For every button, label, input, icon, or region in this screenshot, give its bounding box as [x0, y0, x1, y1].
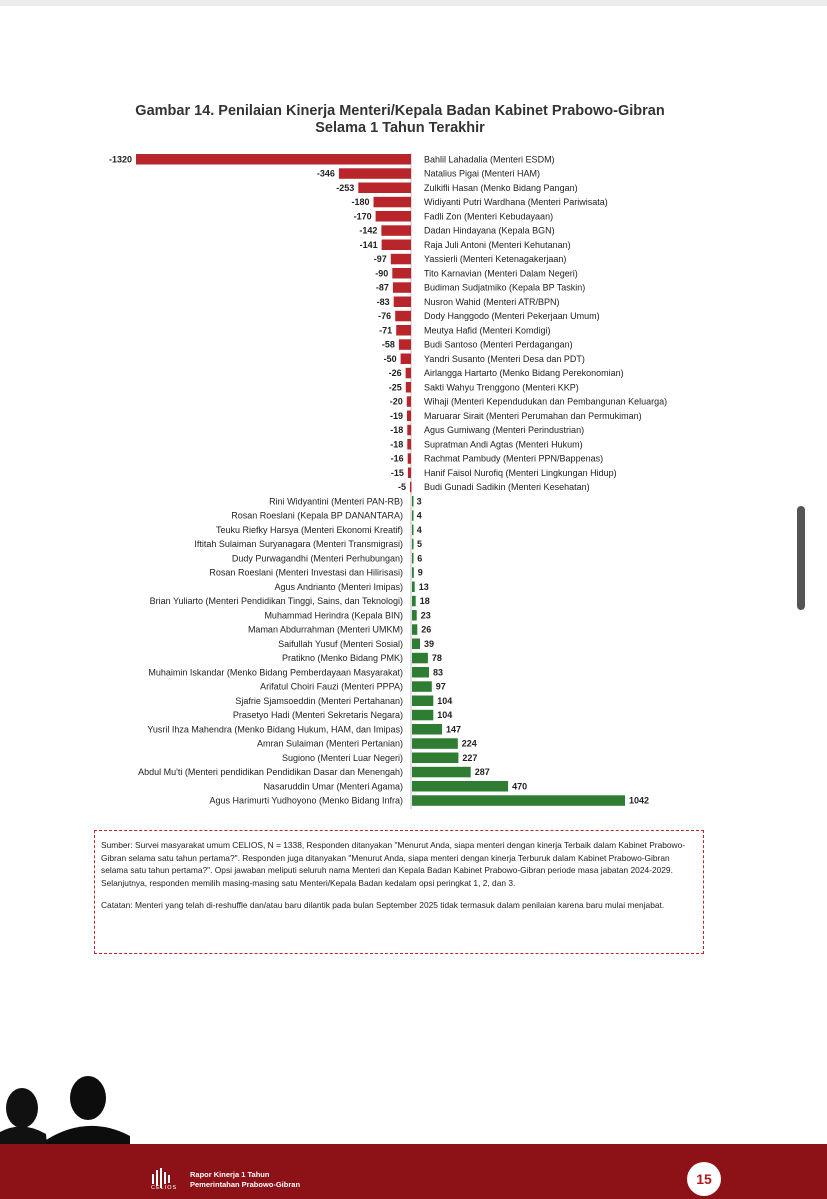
value-label-agus-andrianto-menteri-imipas: 13: [418, 581, 429, 592]
bar-prasetyo-hadi-menteri-sekretaris-negara: [412, 710, 433, 721]
value-label-nasaruddin-umar-menteri-agama: 470: [512, 781, 528, 792]
bar-agus-harimurti-yudhoyono-menko-bidang-infra: [412, 795, 625, 806]
value-label-dudy-purwagandhi-menteri-perhubungan: 6: [417, 553, 423, 564]
bar-nusron-wahid-menteri-atr-bpn: [394, 297, 411, 308]
value-label-rachmat-pambudy-menteri-ppn-bappenas: -16: [390, 453, 404, 464]
category-label-yusril-ihza-mahendra-menko-bidang-hukum-ham-dan-imipas: Yusril Ihza Mahendra (Menko Bidang Hukum, HAM, dan Imipas): [147, 724, 403, 735]
value-label-fadli-zon-menteri-kebudayaan: -170: [353, 211, 372, 222]
category-label-maruarar-sirait-menteri-perumahan-dan-permukiman: Maruarar Sirait (Menteri Perumahan dan Permukiman): [424, 410, 642, 421]
bar-amran-sulaiman-menteri-pertanian: [412, 738, 458, 749]
category-label-muhammad-herindra-kepala-bin: Muhammad Herindra (Kepala BIN): [264, 610, 403, 621]
figure-title: Gambar 14. Penilaian Kinerja Menteri/Kepala Badan Kabinet Prabowo-Gibran: [135, 103, 665, 119]
figure-subtitle: Selama 1 Tahun Terakhir: [315, 120, 485, 136]
bar-rini-widyantini-menteri-pan-rb: [412, 496, 414, 507]
category-label-iftitah-sulaiman-suryanagara-menteri-transmigrasi: Iftitah Sulaiman Suryanagara (Menteri Transmigrasi): [194, 539, 403, 549]
bar-rosan-roeslani-kepala-bp-danantara: [412, 510, 414, 521]
bar-hanif-faisol-nurofiq-menteri-lingkungan-hidup: [408, 468, 411, 479]
value-label-amran-sulaiman-menteri-pertanian: 224: [461, 738, 477, 749]
category-label-budiman-sudjatmiko-kepala-bp-taskin: Budiman Sudjatmiko (Kepala BP Taskin): [424, 282, 586, 293]
category-label-budi-santoso-menteri-perdagangan: Budi Santoso (Menteri Perdagangan): [424, 339, 573, 350]
value-label-zulkifli-hasan-menko-bidang-pangan: -253: [336, 182, 355, 193]
value-label-raja-juli-antoni-menteri-kehutanan: -141: [359, 239, 378, 250]
value-label-prasetyo-hadi-menteri-sekretaris-negara: 104: [437, 710, 453, 720]
bar-agus-andrianto-menteri-imipas: [412, 582, 415, 593]
value-label-yassierli-menteri-ketenagakerjaan: -97: [373, 254, 387, 264]
value-label-rini-widyantini-menteri-pan-rb: 3: [416, 496, 422, 507]
category-label-raja-juli-antoni-menteri-kehutanan: Raja Juli Antoni (Menteri Kehutanan): [424, 239, 571, 250]
category-label-yassierli-menteri-ketenagakerjaan: Yassierli (Menteri Ketenagakerjaan): [424, 254, 567, 264]
category-label-maman-abdurrahman-menteri-umkm: Maman Abdurrahman (Menteri UMKM): [247, 624, 403, 635]
bar-yandri-susanto-menteri-desa-dan-pdt: [401, 354, 411, 365]
category-label-prasetyo-hadi-menteri-sekretaris-negara: Prasetyo Hadi (Menteri Sekretaris Negara): [232, 710, 403, 720]
bar-yusril-ihza-mahendra-menko-bidang-hukum-ham-dan-imipas: [412, 724, 442, 735]
category-label-sakti-wahyu-trenggono-menteri-kkp: Sakti Wahyu Trenggono (Menteri KKP): [424, 382, 579, 393]
bar-budi-gunadi-sadikin-menteri-kesehatan: [410, 482, 412, 493]
bar-bahlil-lahadalia-menteri-esdm: [136, 154, 411, 165]
value-label-agus-gumiwang-menteri-perindustrian: -18: [390, 425, 404, 435]
value-label-arifatul-choiri-fauzi-menteri-pppa: 97: [435, 681, 446, 692]
bar-maruarar-sirait-menteri-perumahan-dan-permukiman: [407, 411, 411, 422]
value-label-nusron-wahid-menteri-atr-bpn: -83: [376, 296, 390, 307]
category-label-rosan-roeslani-kepala-bp-danantara: Rosan Roeslani (Kepala BP DANANTARA): [231, 510, 403, 521]
value-label-hanif-faisol-nurofiq-menteri-lingkungan-hidup: -15: [390, 467, 404, 478]
category-label-rini-widyantini-menteri-pan-rb: Rini Widyantini (Menteri PAN-RB): [269, 496, 403, 507]
value-label-teuku-riefky-harsya-menteri-ekonomi-kreatif: 4: [416, 524, 422, 535]
scrollbar-thumb[interactable]: [797, 506, 805, 610]
category-label-rosan-roeslani-menteri-investasi-dan-hilirisasi: Rosan Roeslani (Menteri Investasi dan Hilirisasi): [209, 567, 403, 578]
category-label-budi-gunadi-sadikin-menteri-kesehatan: Budi Gunadi Sadikin (Menteri Kesehatan): [424, 482, 590, 492]
bar-meutya-hafid-menteri-komdigi: [396, 325, 411, 336]
bar-raja-juli-antoni-menteri-kehutanan: [382, 240, 411, 251]
category-label-fadli-zon-menteri-kebudayaan: Fadli Zon (Menteri Kebudayaan): [424, 211, 554, 222]
value-label-sugiono-menteri-luar-negeri: 227: [462, 752, 478, 763]
report-name-line2: Pemerintahan Prabowo-Gibran: [190, 1180, 301, 1189]
value-label-budiman-sudjatmiko-kepala-bp-taskin: -87: [375, 282, 389, 293]
category-label-agus-gumiwang-menteri-perindustrian: Agus Gumiwang (Menteri Perindustrian): [424, 425, 585, 435]
bar-wihaji-menteri-kependudukan-dan-pembangunan-keluarga: [407, 396, 411, 407]
value-label-muhammad-herindra-kepala-bin: 23: [420, 610, 431, 621]
bar-airlangga-hartarto-menko-bidang-perekonomian: [406, 368, 411, 379]
category-label-hanif-faisol-nurofiq-menteri-lingkungan-hidup: Hanif Faisol Nurofiq (Menteri Lingkungan Hidup): [424, 467, 617, 478]
bar-widiyanti-putri-wardhana-menteri-pariwisata: [374, 197, 412, 208]
category-label-airlangga-hartarto-menko-bidang-perekonomian: Airlangga Hartarto (Menko Bidang Perekonomian): [424, 368, 624, 378]
category-label-teuku-riefky-harsya-menteri-ekonomi-kreatif: Teuku Riefky Harsya (Menteri Ekonomi Kreatif): [215, 524, 403, 535]
category-label-agus-andrianto-menteri-imipas: Agus Andrianto (Menteri Imipas): [274, 581, 403, 592]
value-label-meutya-hafid-menteri-komdigi: -71: [379, 325, 393, 336]
value-label-sakti-wahyu-trenggono-menteri-kkp: -25: [388, 382, 402, 393]
bar-teuku-riefky-harsya-menteri-ekonomi-kreatif: [412, 525, 414, 536]
value-label-dody-hanggodo-menteri-pekerjaan-umum: -76: [378, 311, 392, 321]
bar-sakti-wahyu-trenggono-menteri-kkp: [406, 382, 411, 393]
category-label-arifatul-choiri-fauzi-menteri-pppa: Arifatul Choiri Fauzi (Menteri PPPA): [260, 681, 403, 692]
category-label-zulkifli-hasan-menko-bidang-pangan: Zulkifli Hasan (Menko Bidang Pangan): [424, 182, 578, 193]
category-label-dadan-hindayana-kepala-bgn: Dadan Hindayana (Kepala BGN): [424, 225, 555, 236]
bar-sjafrie-sjamsoeddin-menteri-pertahanan: [412, 696, 433, 707]
category-label-pratikno-menko-bidang-pmk: Pratikno (Menko Bidang PMK): [281, 653, 403, 663]
bar-agus-gumiwang-menteri-perindustrian: [407, 425, 411, 436]
category-label-sjafrie-sjamsoeddin-menteri-pertahanan: Sjafrie Sjamsoeddin (Menteri Pertahanan): [235, 695, 403, 706]
category-label-brian-yuliarto-menteri-pendidikan-tinggi-sains-dan-teknologi: Brian Yuliarto (Menteri Pendidikan Tinggi, Sains, dan Teknologi): [149, 596, 403, 606]
value-label-sjafrie-sjamsoeddin-menteri-pertahanan: 104: [437, 695, 453, 706]
value-label-saifullah-yusuf-menteri-sosial: 39: [424, 638, 435, 649]
value-label-airlangga-hartarto-menko-bidang-perekonomian: -26: [388, 368, 402, 378]
value-label-muhaimin-iskandar-menko-bidang-pemberdayaan-masyarakat: 83: [433, 667, 444, 678]
category-label-sugiono-menteri-luar-negeri: Sugiono (Menteri Luar Negeri): [281, 752, 403, 763]
value-label-agus-harimurti-yudhoyono-menko-bidang-infra: 1042: [629, 795, 650, 806]
bar-yassierli-menteri-ketenagakerjaan: [391, 254, 411, 264]
category-label-natalius-pigai-menteri-ham: Natalius Pigai (Menteri HAM): [424, 168, 541, 179]
bar-tito-karnavian-menteri-dalam-negeri: [392, 268, 411, 279]
category-label-muhaimin-iskandar-menko-bidang-pemberdayaan-masyarakat: Muhaimin Iskandar (Menko Bidang Pemberdayaan Masyarakat): [148, 667, 403, 678]
value-label-dadan-hindayana-kepala-bgn: -142: [359, 225, 378, 236]
value-label-budi-santoso-menteri-perdagangan: -58: [381, 339, 395, 350]
bar-rosan-roeslani-menteri-investasi-dan-hilirisasi: [412, 567, 414, 578]
value-label-widiyanti-putri-wardhana-menteri-pariwisata: -180: [351, 197, 370, 207]
bar-abdul-mu-ti-menteri-pendidikan-pendidikan-dasar-dan-menengah: [412, 767, 471, 778]
bar-pratikno-menko-bidang-pmk: [412, 653, 428, 664]
bar-zulkifli-hasan-menko-bidang-pangan: [358, 183, 411, 194]
bar-brian-yuliarto-menteri-pendidikan-tinggi-sains-dan-teknologi: [412, 596, 416, 607]
bar-rachmat-pambudy-menteri-ppn-bappenas: [408, 453, 411, 464]
value-label-yusril-ihza-mahendra-menko-bidang-hukum-ham-dan-imipas: 147: [446, 724, 462, 735]
value-label-bahlil-lahadalia-menteri-esdm: -1320: [108, 154, 132, 165]
category-label-wihaji-menteri-kependudukan-dan-pembangunan-keluarga: Wihaji (Menteri Kependudukan dan Pembangunan Keluarga): [424, 396, 668, 407]
value-label-yandri-susanto-menteri-desa-dan-pdt: -50: [383, 353, 397, 364]
bar-dody-hanggodo-menteri-pekerjaan-umum: [395, 311, 411, 322]
category-label-yandri-susanto-menteri-desa-dan-pdt: Yandri Susanto (Menteri Desa dan PDT): [424, 353, 585, 364]
category-label-tito-karnavian-menteri-dalam-negeri: Tito Karnavian (Menteri Dalam Negeri): [424, 268, 578, 279]
report-name-line1: Rapor Kinerja 1 Tahun: [190, 1170, 270, 1179]
bar-arifatul-choiri-fauzi-menteri-pppa: [412, 681, 432, 692]
bar-budiman-sudjatmiko-kepala-bp-taskin: [393, 282, 411, 293]
category-label-widiyanti-putri-wardhana-menteri-pariwisata: Widiyanti Putri Wardhana (Menteri Pariwisata): [424, 197, 608, 207]
bar-sugiono-menteri-luar-negeri: [412, 753, 458, 764]
bar-dadan-hindayana-kepala-bgn: [381, 225, 411, 236]
source-note-box: [94, 830, 704, 954]
bar-supratman-andi-agtas-menteri-hukum: [407, 439, 411, 450]
category-label-agus-harimurti-yudhoyono-menko-bidang-infra: Agus Harimurti Yudhoyono (Menko Bidang Infra): [209, 795, 403, 806]
category-label-meutya-hafid-menteri-komdigi: Meutya Hafid (Menteri Komdigi): [424, 325, 551, 336]
category-label-abdul-mu-ti-menteri-pendidikan-pendidikan-dasar-dan-menengah: Abdul Mu'ti (Menteri pendidikan Pendidikan Dasar dan Menengah): [138, 767, 403, 777]
category-label-nasaruddin-umar-menteri-agama: Nasaruddin Umar (Menteri Agama): [263, 781, 403, 792]
category-label-bahlil-lahadalia-menteri-esdm: Bahlil Lahadalia (Menteri ESDM): [424, 154, 555, 165]
bar-budi-santoso-menteri-perdagangan: [399, 339, 411, 350]
bar-muhaimin-iskandar-menko-bidang-pemberdayaan-masyarakat: [412, 667, 429, 678]
category-label-dody-hanggodo-menteri-pekerjaan-umum: Dody Hanggodo (Menteri Pekerjaan Umum): [424, 311, 600, 321]
category-label-supratman-andi-agtas-menteri-hukum: Supratman Andi Agtas (Menteri Hukum): [424, 439, 583, 450]
bar-saifullah-yusuf-menteri-sosial: [412, 639, 420, 650]
remark-note: Catatan: Menteri yang telah di-reshuffle dan/atau baru dilantik pada bulan September 2025 tidak termasuk dalam penilaian karena baru mulai menjabat.: [101, 900, 665, 911]
value-label-budi-gunadi-sadikin-menteri-kesehatan: -5: [397, 482, 406, 492]
bar-natalius-pigai-menteri-ham: [339, 168, 411, 179]
value-label-supratman-andi-agtas-menteri-hukum: -18: [390, 439, 404, 450]
brand-name: CELIOS: [151, 1185, 178, 1191]
value-label-iftitah-sulaiman-suryanagara-menteri-transmigrasi: 5: [417, 539, 423, 549]
bar-fadli-zon-menteri-kebudayaan: [376, 211, 411, 222]
category-label-dudy-purwagandhi-menteri-perhubungan: Dudy Purwagandhi (Menteri Perhubungan): [231, 553, 403, 564]
category-label-amran-sulaiman-menteri-pertanian: Amran Sulaiman (Menteri Pertanian): [256, 738, 403, 749]
value-label-maruarar-sirait-menteri-perumahan-dan-permukiman: -19: [389, 410, 403, 421]
value-label-rosan-roeslani-menteri-investasi-dan-hilirisasi: 9: [417, 567, 423, 578]
source-note: Sumber: Survei masyarakat umum CELIOS, N = 1338, Responden ditanyakan "Menurut Anda, siapa menteri dengan kinerja Terbaik dalam Kabinet Prabowo-Gibran selama satu tahun pertama?". Responden juga ditanyakan "Menurut Anda, siapa menteri dengan kinerja Terburuk dalam Kabinet Prabowo-Gibran selama satu tahun pertama?". Opsi jawaban meliputi seluruh nama Menteri dan Kepala Badan Kabinet Prabowo-Gibran periode masa jabatan 2024-2029. Selanjutnya, responden memilih masing-masing satu Menteri/Kepala Badan kedalam opsi peringkat 1, 2, dan 3.: [101, 840, 686, 888]
page-number: 15: [687, 1162, 721, 1196]
value-label-rosan-roeslani-kepala-bp-danantara: 4: [416, 510, 422, 521]
value-label-abdul-mu-ti-menteri-pendidikan-pendidikan-dasar-dan-menengah: 287: [474, 767, 490, 777]
category-label-saifullah-yusuf-menteri-sosial: Saifullah Yusuf (Menteri Sosial): [278, 638, 403, 649]
bar-dudy-purwagandhi-menteri-perhubungan: [412, 553, 414, 564]
category-label-rachmat-pambudy-menteri-ppn-bappenas: Rachmat Pambudy (Menteri PPN/Bappenas): [424, 453, 604, 464]
value-label-brian-yuliarto-menteri-pendidikan-tinggi-sains-dan-teknologi: 18: [419, 596, 430, 606]
bar-muhammad-herindra-kepala-bin: [412, 610, 417, 621]
report-name: [190, 1170, 300, 1190]
value-label-maman-abdurrahman-menteri-umkm: 26: [421, 624, 432, 635]
category-label-nusron-wahid-menteri-atr-bpn: Nusron Wahid (Menteri ATR/BPN): [424, 296, 560, 307]
value-label-pratikno-menko-bidang-pmk: 78: [431, 653, 442, 663]
value-label-natalius-pigai-menteri-ham: -346: [316, 168, 335, 179]
value-label-wihaji-menteri-kependudukan-dan-pembangunan-keluarga: -20: [389, 396, 403, 407]
bar-iftitah-sulaiman-suryanagara-menteri-transmigrasi: [412, 539, 414, 550]
bar-maman-abdurrahman-menteri-umkm: [412, 624, 417, 635]
value-label-tito-karnavian-menteri-dalam-negeri: -90: [375, 268, 389, 279]
bar-nasaruddin-umar-menteri-agama: [412, 781, 508, 792]
